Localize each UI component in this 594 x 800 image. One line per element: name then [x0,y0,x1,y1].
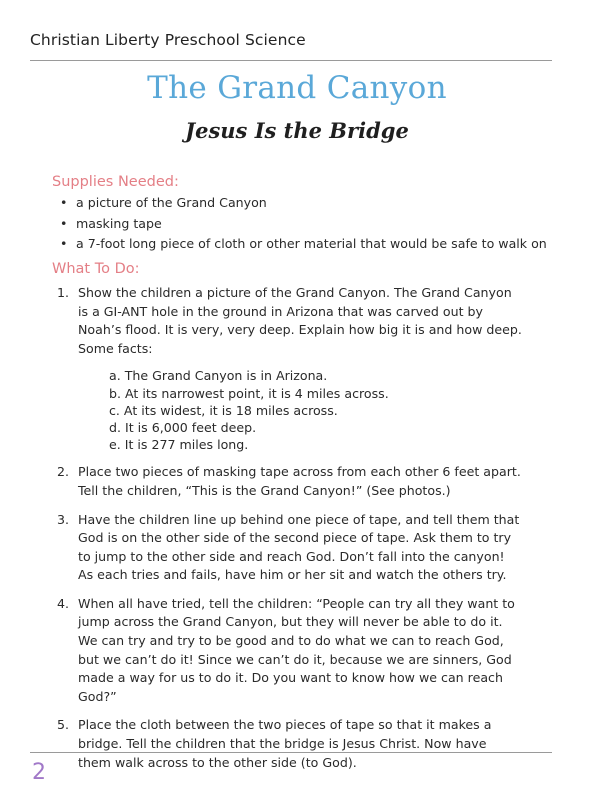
fact-item: d. It is 6,000 feet deep. [109,419,257,435]
fact-item: a. The Grand Canyon is in Arizona. [109,368,328,384]
step-text: Show the children a picture of the Grand Canyon. The Grand Canyon is a GI-ANT hole in the ground in Arizona that was carved out by Noah’s flood. It is very, very deep. Explain how big it is and how deep. Some facts: [78,285,522,356]
step-text: Place the cloth between the two pieces of tape so that it makes a bridge. Tell the children that the bridge is Jesus Christ. Now have them walk across to the other side (to God). [78,717,492,770]
page-title: The Grand Canyon [147,70,447,106]
supply-item [60,193,560,214]
step-number: 4. [57,595,70,611]
supply-item-text: masking tape [76,215,162,231]
supply-item-text: a picture of the Grand Canyon [76,195,267,210]
step-item [52,595,522,707]
steps-list [52,284,522,782]
fact-item: b. At its narrowest point, it is 4 miles across. [109,385,389,401]
bullet-icon: • [60,236,68,251]
step-text: Have the children line up behind one piece of tape, and tell them that God is on the other side of the second piece of tape. Ask them to try to jump to the other side and reach God. Don’t fall into the canyon! As each tries and fails, have him or her sit and watch the others try. [78,511,520,583]
facts-list [78,367,522,453]
step-text: Place two pieces of masking tape across from each other 6 feet apart. Tell the children, “This is the Grand Canyon!” (See photos.) [78,464,521,498]
bullet-icon: • [60,195,68,210]
step-item [52,284,522,453]
header-divider [30,60,552,61]
steps-heading: What To Do: [52,261,140,277]
supply-item [60,214,560,235]
bullet-icon: • [60,215,68,231]
step-item [52,511,522,585]
page-number: 2 [32,760,46,785]
supplies-list [60,193,560,255]
supply-item [60,234,560,255]
supply-item-text: a 7-foot long piece of cloth or other material that would be safe to walk on [76,236,547,251]
step-item [52,463,522,500]
footer-divider [30,752,552,753]
fact-item: c. At its widest, it is 18 miles across. [109,402,338,418]
page-subtitle: Jesus Is the Bridge [185,118,409,143]
fact-item: e. It is 277 miles long. [109,437,249,453]
step-number: 5. [57,717,70,733]
step-number: 1. [57,285,70,300]
step-number: 2. [57,464,70,480]
step-text: When all have tried, tell the children: “People can try all they want to jump across the Grand Canyon, but they will never be able to do it. We can try and try to be good and to do what we can to reach God, but we can’t do it! Since we can’t do it, because we are sinners, God made a way for us to do it. Do you want to know how we can reach God?” [78,595,515,704]
supplies-heading: Supplies Needed: [52,174,179,190]
step-number: 3. [57,511,70,527]
running-header: Christian Liberty Preschool Science [30,31,306,49]
step-item [52,716,522,772]
